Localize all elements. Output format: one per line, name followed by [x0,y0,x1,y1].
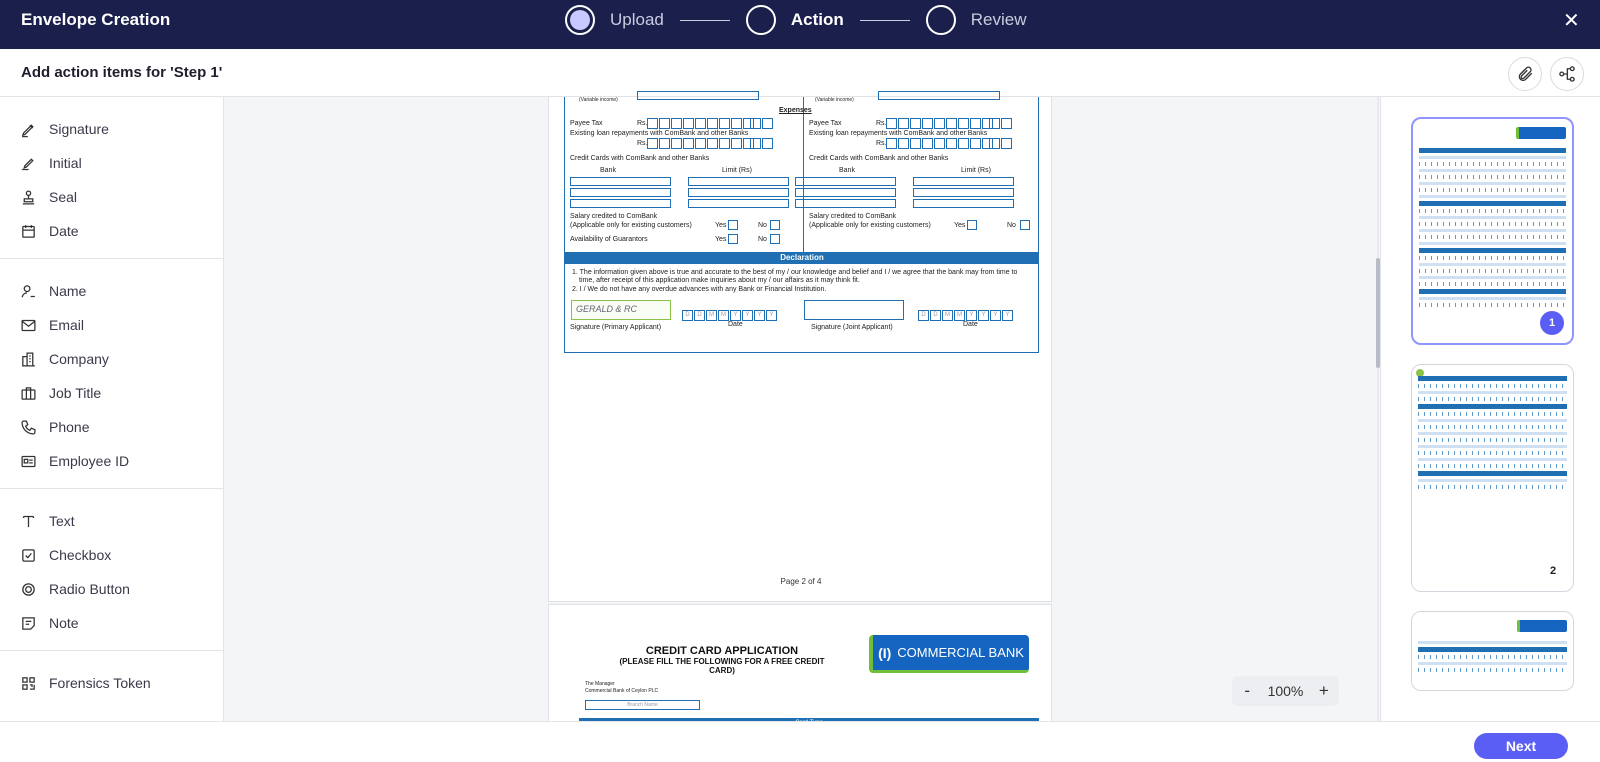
radio-icon [19,580,37,598]
zoom-out-button[interactable]: - [1244,681,1251,700]
amount-boxes [750,138,774,149]
step-action-indicator [746,5,776,35]
bank-box [795,188,896,197]
bank-box [570,177,671,186]
briefcase-icon [19,384,37,402]
page-thumbnails [1380,97,1600,721]
field-text[interactable] [0,504,223,538]
bank-box [795,177,896,186]
date-letter: Y [1002,310,1013,321]
limit-box [913,188,1014,197]
field-label: Company [49,351,109,367]
bank-box [570,188,671,197]
no-checkbox [770,220,780,230]
qr-token-icon [19,674,37,692]
primary-signature-field[interactable]: GERALD & RC [571,300,671,320]
amount-boxes [886,118,994,129]
form-text: Availability of Guarantors [570,236,648,243]
zoom-in-button[interactable]: + [1318,681,1329,700]
form-text: Rs. [637,140,648,147]
form-text: Rs. [876,120,887,127]
no-checkbox [1020,220,1030,230]
joint-signature-box [804,300,904,320]
date-letter: M [706,310,717,321]
field-group-identity [0,259,223,489]
thumbnail-logo [1517,620,1567,632]
amount-boxes [647,138,755,149]
form-text: Date [963,321,978,328]
paperclip-icon [1516,65,1534,83]
zoom-control [1232,676,1339,706]
field-group-inputs [0,489,223,651]
form-text: No [1007,222,1016,229]
yes-checkbox [728,220,738,230]
field-phone[interactable] [0,410,223,444]
yes-checkbox [967,220,977,230]
date-letter: Y [730,310,741,321]
loan-form-section [564,97,1039,353]
field-label: Employee ID [49,453,130,469]
field-label: Date [49,223,79,239]
zoom-level: 100% [1267,683,1304,699]
page-number: Page 2 of 4 [780,577,822,586]
limit-box [688,177,789,186]
date-letter: D [682,310,693,321]
form-text: Credit Cards with ComBank and other Banks [809,155,949,162]
form-text: Existing loan repayments with ComBank and other Banks [809,130,988,137]
form-text: (Applicable only for existing customers) [570,222,692,229]
share-icon [1558,65,1576,83]
field-seal[interactable] [0,180,223,214]
step-action-label[interactable]: Action [790,10,844,29]
field-label: Radio Button [49,581,130,597]
amount-boxes [989,118,1013,129]
field-group-security [0,651,223,710]
declaration-text: time, after receipt of this application make inquiries about my / our affairs as it may think fit. [579,277,860,284]
date-letter: D [918,310,929,321]
date-letter: M [718,310,729,321]
no-checkbox [770,234,780,244]
date-letter: D [694,310,705,321]
form-text: (Variable income) [579,97,618,103]
income-box [878,91,1000,100]
field-label: Initial [49,155,82,171]
step-connector [860,20,910,21]
form-text: Payee Tax [570,120,603,127]
step-upload-indicator [565,5,595,35]
form-text: Signature (Joint Applicant) [811,324,893,331]
field-label: Seal [49,189,78,205]
next-button[interactable]: Next [1474,733,1568,759]
checkbox-icon [19,546,37,564]
form-text: Yes [954,222,966,229]
branch-name-box: Branch Name [585,700,700,710]
bank-box [570,199,671,208]
page-title: Add action items for 'Step 1' [21,64,223,81]
amount-boxes [750,118,774,129]
field-label: Email [49,317,85,333]
form-text: Commercial Bank of Ceylon PLC [585,688,659,694]
date-letter: Y [978,310,989,321]
page-thumbnail[interactable] [1411,611,1574,691]
bank-logo-text: COMMERCIAL BANK [897,645,1024,660]
form-subtitle: (PLEASE FILL THE FOLLOWING FOR A FREE CREDIT CARD) [619,657,825,675]
page-number-badge: 2 [1541,559,1565,583]
page-thumbnail[interactable] [1411,364,1574,592]
thumbnail-logo [1516,127,1566,139]
form-text: Date [728,321,743,328]
field-note[interactable] [0,606,223,640]
page-number-badge: 1 [1540,311,1564,335]
declaration-header: Declaration [565,252,1039,264]
field-initial[interactable] [0,146,223,180]
form-text: Yes [715,222,727,229]
declaration-text: 1. The information given above is true and accurate to the best of my / our knowledge and belief and I / we agree that the bank may from time to [572,269,1018,276]
form-text: Limit (Rs) [722,167,752,174]
date-letter: Y [766,310,777,321]
initial-icon [19,154,37,172]
field-group-signing [0,97,223,259]
form-text: Bank [839,167,855,174]
mail-icon [19,316,37,334]
limit-box [913,199,1014,208]
field-job-title[interactable] [0,376,223,410]
field-label: Signature [49,121,109,137]
date-letter: Y [990,310,1001,321]
form-text: No [758,236,767,243]
form-text: Salary credited to ComBank [809,213,897,220]
form-title: CREDIT CARD APPLICATION [645,645,799,657]
workflow-button[interactable] [1550,57,1584,91]
limit-box [688,199,789,208]
form-text: Yes [715,236,727,243]
calendar-icon [19,222,37,240]
form-text: Salary credited to ComBank [570,213,658,220]
field-radio-button[interactable] [0,572,223,606]
field-label: Checkbox [49,547,112,563]
text-icon [19,512,37,530]
field-label: Forensics Token [49,675,151,691]
step-upload-label[interactable]: Upload [610,10,664,29]
field-employee-id[interactable] [0,444,223,478]
income-box [637,91,759,100]
yes-checkbox [728,234,738,244]
note-icon [19,614,37,632]
column-divider [803,97,804,252]
close-icon[interactable]: ✕ [1563,10,1580,32]
top-bar [0,0,1600,49]
app-title: Envelope Creation [21,10,171,29]
field-checkbox[interactable] [0,538,223,572]
footer-bar [0,721,1600,762]
date-boxes [918,310,1014,321]
attach-button[interactable] [1508,57,1542,91]
limit-box [688,188,789,197]
form-text: The Manager [585,681,615,687]
form-text: Limit (Rs) [961,167,991,174]
signature-icon [19,120,37,138]
form-text: (Applicable only for existing customers) [809,222,931,229]
declaration-text: 2. I / We do not have any overdue advances with any Bank or Financial Institution. [572,286,827,293]
field-label: Name [49,283,87,299]
field-name[interactable] [0,274,223,308]
bank-logo [869,635,1029,673]
amount-boxes [886,138,994,149]
building-icon [19,350,37,368]
form-text: Bank [600,167,616,174]
id-card-icon [19,452,37,470]
step-connector [680,20,730,21]
thumbnail-preview [1419,145,1566,310]
form-text: No [758,222,767,229]
field-date[interactable] [0,214,223,248]
thumbnail-preview [1418,373,1567,492]
field-label: Note [49,615,79,631]
field-forensics-token[interactable] [0,666,223,700]
form-text: (Variable income) [815,97,854,103]
form-text: Payee Tax [809,120,842,127]
date-letter: M [942,310,953,321]
document-page [548,96,1052,602]
thumbnail-preview [1418,638,1567,675]
form-text: Signature (Primary Applicant) [570,324,662,331]
field-company[interactable] [0,342,223,376]
page-thumbnail[interactable] [1411,117,1574,345]
amount-boxes [647,118,755,129]
document-viewer[interactable] [225,97,1378,721]
amount-boxes [989,138,1013,149]
date-letter: M [954,310,965,321]
field-palette [0,97,224,721]
date-letter: Y [754,310,765,321]
date-letter: Y [966,310,977,321]
form-text: Credit Cards with ComBank and other Banks [570,155,710,162]
scrollbar-track [1377,97,1379,721]
field-label: Phone [49,419,90,435]
limit-box [913,177,1014,186]
step-review-indicator [926,5,956,35]
form-heading: Expenses [779,107,812,114]
step-review-label[interactable]: Review [970,10,1027,29]
field-label: Job Title [49,385,102,401]
stepper [565,5,1027,35]
form-text: Rs. [876,140,887,147]
phone-icon [19,418,37,436]
subheader [0,49,1600,97]
person-icon [19,282,37,300]
field-label: Text [49,513,75,529]
field-email[interactable] [0,308,223,342]
seal-icon [19,188,37,206]
form-text: Existing loan repayments with ComBank and other Banks [570,130,749,137]
form-text: Rs. [637,120,648,127]
date-letter: D [930,310,941,321]
date-letter: Y [742,310,753,321]
bank-logo-mark: (I) [878,644,892,661]
bank-box [795,199,896,208]
field-signature[interactable] [0,112,223,146]
date-boxes [682,310,778,321]
